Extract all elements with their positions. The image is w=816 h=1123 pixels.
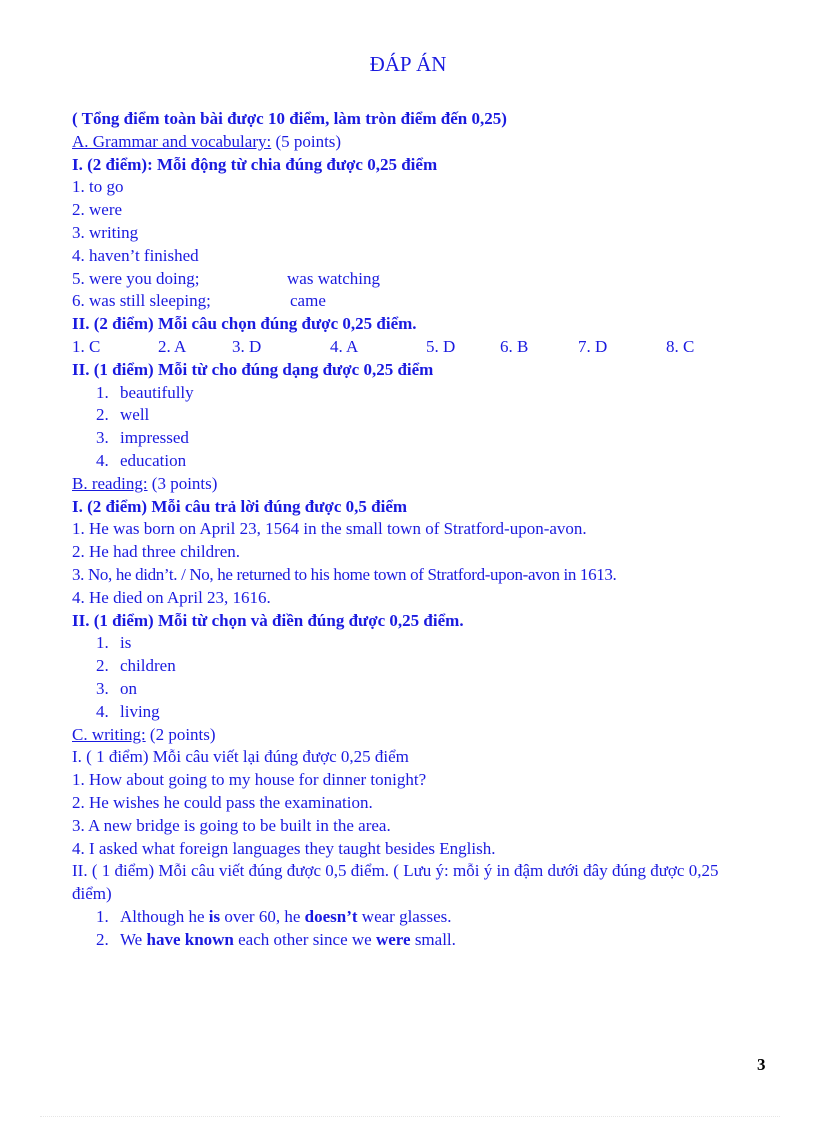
- answer-line: 3. writing: [72, 222, 139, 242]
- footer-divider: [40, 1116, 780, 1117]
- list-text: is: [120, 633, 132, 653]
- list-number: 3.: [96, 428, 109, 448]
- sentence-text: We: [120, 929, 147, 949]
- list-text: on: [120, 678, 137, 698]
- list-number: 4.: [96, 701, 109, 721]
- section-c-points: (2 points): [145, 724, 216, 744]
- sentence-text: Although he: [120, 906, 209, 926]
- list-item: [72, 382, 762, 405]
- intro-note: ( Tổng điểm toàn bài được 10 điểm, làm tròn điểm đến 0,25): [72, 109, 507, 128]
- list-text: impressed: [120, 428, 189, 448]
- list-item: [72, 632, 762, 655]
- key-phrase: is: [208, 906, 221, 926]
- sentence-text: each other since we: [233, 929, 376, 949]
- list-number: 2.: [96, 405, 109, 425]
- answer-line: 4. He died on April 23, 1616.: [72, 587, 271, 607]
- list-number: 4.: [96, 450, 109, 470]
- list-text: well: [120, 405, 150, 425]
- answer-line: 3. A new bridge is going to be built in the area.: [72, 815, 391, 835]
- mc-answer: 8. C: [666, 336, 695, 356]
- answer-line: [72, 290, 762, 313]
- answer-part: was watching: [287, 268, 381, 288]
- section-c-title: C. writing:: [72, 724, 146, 744]
- section-b-points: (3 points): [147, 473, 218, 493]
- section-c-heading: [72, 724, 762, 747]
- key-phrase: have known: [146, 929, 234, 949]
- answer-key-content: [72, 108, 762, 951]
- section-a-part2-heading: II. (2 điểm) Mỗi câu chọn đúng được 0,25 điểm.: [72, 314, 417, 334]
- answer-line: 2. He wishes he could pass the examination.: [72, 792, 373, 812]
- section-a-title: A. Grammar and vocabulary:: [72, 131, 272, 151]
- section-a-points: (5 points): [271, 131, 342, 151]
- rewritten-sentence: [72, 906, 762, 929]
- multiple-choice-answers: [72, 336, 762, 359]
- section-b-part1-heading: I. (2 điểm) Mỗi câu trả lời đúng được 0,5 điểm: [72, 496, 408, 516]
- answer-part: 5. were you doing;: [72, 268, 200, 288]
- list-text: children: [120, 656, 176, 676]
- sentence-text: over 60, he: [220, 906, 305, 926]
- list-text: living: [120, 701, 160, 721]
- mc-answer: 2. A: [158, 336, 187, 356]
- answer-line: 2. He had three children.: [72, 542, 241, 562]
- list-text: beautifully: [120, 382, 194, 402]
- section-a-part1-heading: I. (2 điểm): Mỗi động từ chia đúng được 0,25 điểm: [72, 154, 438, 174]
- answer-part: came: [290, 291, 326, 311]
- sentence-text: small.: [410, 929, 456, 949]
- answer-line: 4. I asked what foreign languages they taught besides English.: [72, 838, 496, 858]
- mc-answer: 4. A: [330, 336, 359, 356]
- section-a-part3-heading: II. (1 điểm) Mỗi từ cho đúng dạng được 0,25 điểm: [72, 359, 434, 379]
- rewritten-sentence: [72, 929, 762, 952]
- answer-line: 1. to go: [72, 177, 124, 197]
- key-phrase: doesn’t: [304, 906, 358, 926]
- answer-line: 2. were: [72, 200, 123, 220]
- section-a-heading: [72, 131, 762, 154]
- list-number: 1.: [96, 906, 109, 926]
- list-text: education: [120, 450, 187, 470]
- section-b-heading: [72, 473, 762, 496]
- list-item: [72, 450, 762, 473]
- list-item: [72, 655, 762, 678]
- answer-line: 1. How about going to my house for dinner tonight?: [72, 770, 427, 790]
- section-c-part1-heading: I. ( 1 điểm) Mỗi câu viết lại đúng được 0,25 điểm: [72, 747, 409, 767]
- key-phrase: were: [375, 929, 411, 949]
- list-item: [72, 427, 762, 450]
- list-item: [72, 701, 762, 724]
- list-number: 1.: [96, 382, 109, 402]
- page-title: ĐÁP ÁN: [369, 52, 447, 76]
- section-b-title: B. reading:: [72, 473, 148, 493]
- list-number: 3.: [96, 678, 109, 698]
- section-c-part2-heading: II. ( 1 điểm) Mỗi câu viết đúng được 0,5 điểm. ( Lưu ý: mỗi ý in đậm dưới đây đúng được 0,25 điểm): [72, 861, 719, 904]
- answer-part: 6. was still sleeping;: [72, 291, 211, 311]
- answer-line: 1. He was born on April 23, 1564 in the small town of Stratford-upon-avon.: [72, 519, 587, 539]
- answer-line: [72, 268, 762, 291]
- section-b-part2-heading: II. (1 điểm) Mỗi từ chọn và điền đúng được 0,25 điểm.: [72, 610, 464, 630]
- mc-answer: 3. D: [232, 336, 262, 356]
- mc-answer: 5. D: [426, 336, 456, 356]
- list-number: 2.: [96, 656, 109, 676]
- answer-line: 4. haven’t finished: [72, 245, 199, 265]
- mc-answer: 6. B: [500, 336, 529, 356]
- answer-line: 3. No, he didn’t. / No, he returned to his home town of Stratford-upon-avon in 1613.: [72, 564, 617, 584]
- list-number: 2.: [96, 929, 109, 949]
- list-item: [72, 404, 762, 427]
- list-item: [72, 678, 762, 701]
- sentence-text: wear glasses.: [357, 906, 452, 926]
- mc-answer: 7. D: [578, 336, 608, 356]
- mc-answer: 1. C: [72, 336, 101, 356]
- page-number: 3: [757, 1055, 766, 1074]
- list-number: 1.: [96, 633, 109, 653]
